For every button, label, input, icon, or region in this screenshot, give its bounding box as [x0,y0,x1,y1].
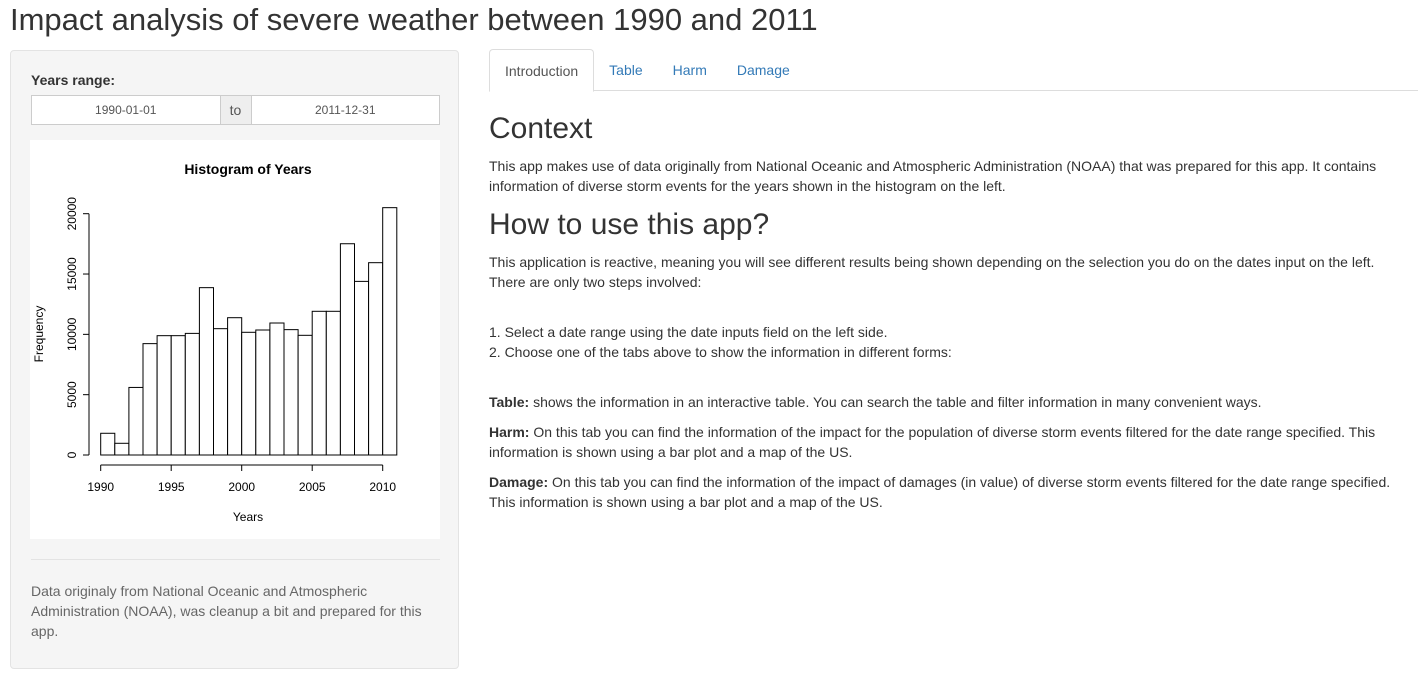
x-tick-label: 1995 [157,480,185,494]
context-heading: Context [489,112,593,145]
step-1: 1. Select a date range using the date inputs field on the left side. [489,324,888,340]
histogram-bar [369,263,383,455]
y-tick-label: 20000 [65,197,79,231]
start-date-input[interactable] [31,95,221,125]
date-separator: to [221,95,251,125]
histogram-bar [199,288,213,455]
histogram-bar [284,330,298,455]
end-date-input[interactable] [251,95,441,125]
histogram-bar [129,387,143,455]
tab-bar [489,49,1418,91]
sidebar-panel [10,50,459,669]
x-tick-label: 2010 [369,480,397,494]
histogram-bar [270,323,284,455]
x-tick-label: 2000 [228,480,256,494]
context-paragraph: This app makes use of data originally from National Oceanic and Atmospheric Administration (NOAA) that was prepared for this app. It contains information of diverse storm events for the years shown in the histogram on the left. [489,158,1377,194]
histogram-bar [185,333,199,455]
tab-introduction[interactable]: Introduction [489,49,594,92]
how-to-heading: How to use this app? [489,208,770,241]
histogram-bar [157,336,171,455]
x-tick-label: 2005 [298,480,326,494]
tab-damage[interactable]: Damage [736,62,790,78]
y-tick-label: 0 [65,451,79,459]
table-term: Table: [489,394,530,410]
histogram-bar [101,433,115,455]
page-title: Impact analysis of severe weather between 1990 and 2011 [10,2,818,37]
x-tick-label: 1990 [87,480,115,494]
steps-list [489,322,1409,362]
y-tick-label: 5000 [65,381,79,409]
table-description [489,392,1409,412]
damage-term: Damage: [489,474,549,490]
tab-table[interactable]: Table [609,62,643,78]
histogram-bar [312,311,326,455]
histogram-bar [214,329,228,455]
y-tick-label: 15000 [65,257,79,291]
histogram-bar [340,244,354,455]
histogram-bar [383,208,397,455]
histogram-chart [30,140,440,539]
histogram-bar [298,335,312,455]
data-source-note: Data originaly from National Oceanic and Atmospheric Administration (NOAA), was cleanup a bit and prepared for this app. [31,583,422,639]
table-text: shows the information in an interactive table. You can search the table and filter information in many convenient ways. [529,394,1262,410]
chart-title: Histogram of Years [184,161,312,177]
step-2: 2. Choose one of the tabs above to show the information in different forms: [489,344,952,360]
damage-text: On this tab you can find the information of the impact of damages (in value) of diverse storm events filtered for the date range specified. This information is shown using a bar plot and a map of the US. [489,474,1391,510]
tab-harm[interactable]: Harm [672,62,707,78]
harm-text: On this tab you can find the information of the impact for the population of diverse storm events filtered for the date range specified. This information is shown using a bar plot and a map of the US. [489,424,1376,460]
introduction-content [489,100,1409,522]
histogram-svg [30,140,440,539]
x-axis-label: Years [232,510,264,524]
how-to-paragraph: This application is reactive, meaning you will see different results being shown depending on the selection you do on the dates input on the left. There are only two steps involved: [489,254,1375,290]
harm-description [489,422,1409,462]
y-axis-label: Frequency [32,305,46,363]
years-range-label: Years range: [31,72,116,88]
histogram-bar [228,318,242,455]
harm-term: Harm: [489,424,530,440]
histogram-bar [256,330,270,455]
histogram-bar [326,311,340,455]
damage-description [489,472,1409,512]
histogram-bar [171,336,185,455]
histogram-bar [115,443,129,455]
divider [31,559,440,560]
histogram-bar [143,344,157,455]
histogram-bar [242,332,256,455]
histogram-bar [355,281,369,455]
y-tick-label: 10000 [65,317,79,352]
date-range-input [31,95,440,125]
